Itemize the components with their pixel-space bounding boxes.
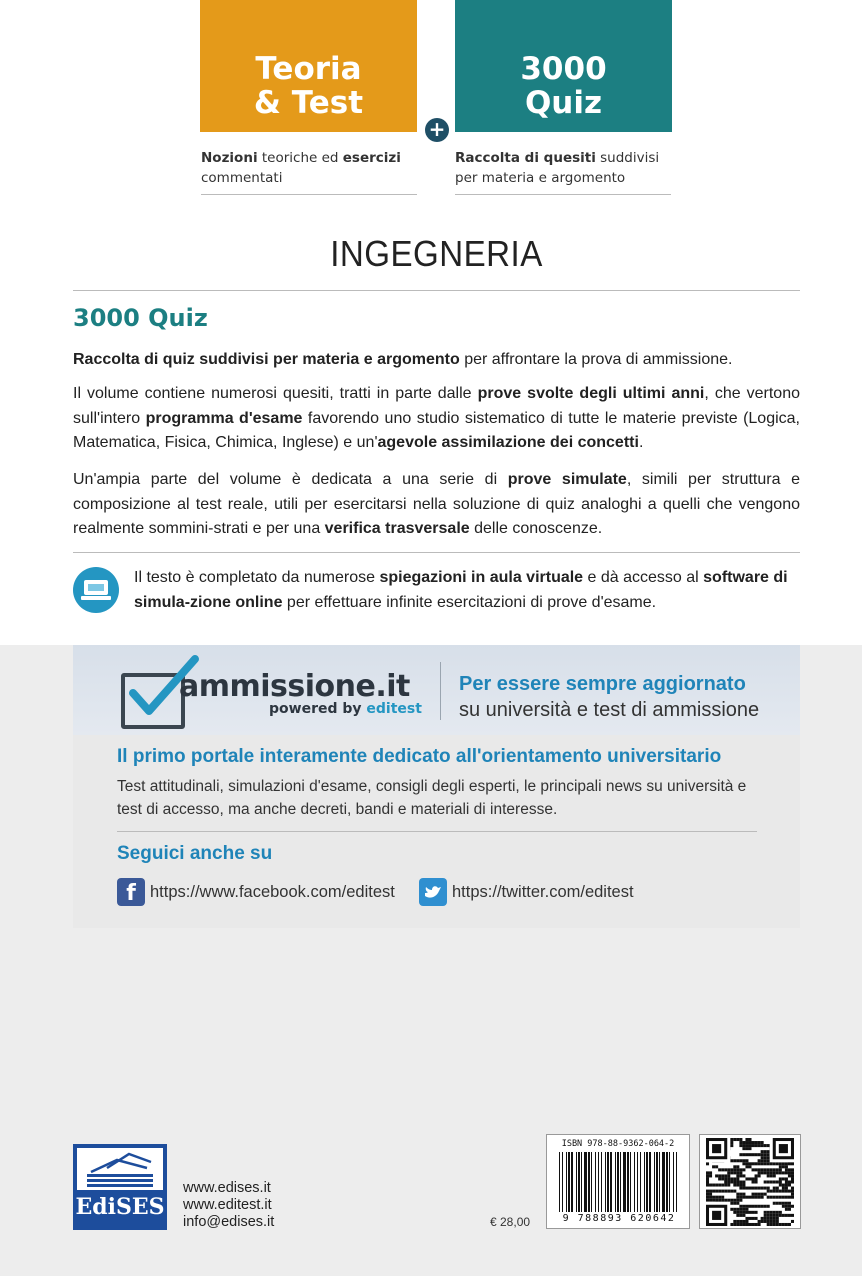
simulations-paragraph: Un'ampia parte del volume è dedicata a una serie di prove simulate, simili per struttura e composizione al test reale, utili per esercitarsi nella soluzione di quiz analoghi a quelli che vengono realmente sommini-strati e per una verifica trasversale delle conoscenze.	[73, 471, 800, 537]
tile-right-line1: 3000	[520, 51, 607, 87]
ad-tagline-2: su università e test di ammissione	[459, 699, 760, 721]
twitter-url[interactable]: https://twitter.com/editest	[452, 882, 634, 901]
book-icon	[77, 1148, 163, 1190]
tile-right-description: Raccolta di quesiti suddivisi per materia e argomento	[455, 148, 671, 195]
isbn-barcode	[546, 1134, 690, 1229]
price: € 28,00	[490, 1215, 531, 1229]
tile-left-line1: Teoria	[255, 51, 362, 87]
facebook-url[interactable]: https://www.facebook.com/editest	[150, 882, 395, 901]
qr-code-pattern	[706, 1138, 794, 1226]
page-title: INGEGNERIA	[330, 233, 543, 274]
tile-left-line2: & Test	[253, 85, 364, 121]
quiz-tile	[455, 0, 672, 132]
website-editest[interactable]: www.editest.it	[183, 1197, 272, 1213]
online-software-note: Il testo è completato da numerose spiegazioni in aula virtuale e dà accesso al software di simula-zione online per effettuare infinite esercitazioni di prove d'esame.	[134, 569, 788, 611]
contact-email[interactable]: info@edises.it	[183, 1214, 275, 1230]
qr-code	[699, 1134, 801, 1229]
title-divider	[73, 290, 800, 291]
note-divider	[73, 552, 800, 553]
checkmark-icon	[121, 673, 185, 729]
section-title: 3000 Quiz	[73, 304, 208, 332]
ad-heading: Il primo portale interamente dedicato all'orientamento universitario	[117, 746, 722, 767]
ammissione-ad-box	[73, 645, 800, 928]
website-edises[interactable]: www.edises.it	[183, 1180, 271, 1196]
ad-divider	[440, 662, 441, 720]
ean-number: 9 788893 620642	[562, 1213, 676, 1224]
tile-right-line2: Quiz	[524, 85, 603, 121]
isbn-text: ISBN 978-88-9362-064-2	[561, 1139, 675, 1149]
intro-paragraph: Raccolta di quiz suddivisi per materia e argomento per affrontare la prova di ammissione.	[73, 351, 733, 368]
volume-paragraph: Il volume contiene numerosi quesiti, tratti in parte dalle prove svolte degli ultimi anni, che vertono sull'intero programma d'esame favorendo uno studio sistematico di tutte le materie previste (Logica, Matematica, Fisica, Chimica, Inglese) e un'agevole assimilazione dei concetti.	[73, 385, 801, 451]
ad-tagline-1: Per essere sempre aggiornato	[459, 673, 746, 695]
edises-logo-text: EdiSES	[75, 1194, 165, 1220]
twitter-link[interactable]	[419, 878, 634, 906]
laptop-icon	[73, 567, 119, 613]
teoria-test-tile	[200, 0, 417, 132]
follow-us-heading: Seguici anche su	[117, 843, 273, 864]
plus-icon: +	[425, 118, 449, 142]
powered-by-text: powered by editest	[269, 701, 422, 717]
publisher-contacts	[183, 1180, 274, 1231]
facebook-icon: f	[117, 878, 145, 906]
facebook-link[interactable]	[117, 878, 395, 906]
ad-divider-line	[117, 831, 757, 832]
ad-body: Test attitudinali, simulazioni d'esame, consigli degli esperti, le principali news su università e test di accesso, ma anche decreti, bandi e materiali di interesse.	[117, 778, 747, 818]
tile-left-description: Nozioni teoriche ed esercizi commentati	[201, 148, 417, 195]
barcode-bars	[559, 1152, 679, 1212]
edises-logo	[73, 1144, 167, 1230]
twitter-icon	[419, 878, 447, 906]
ammissione-logo-text: ammissione.it	[179, 669, 410, 704]
